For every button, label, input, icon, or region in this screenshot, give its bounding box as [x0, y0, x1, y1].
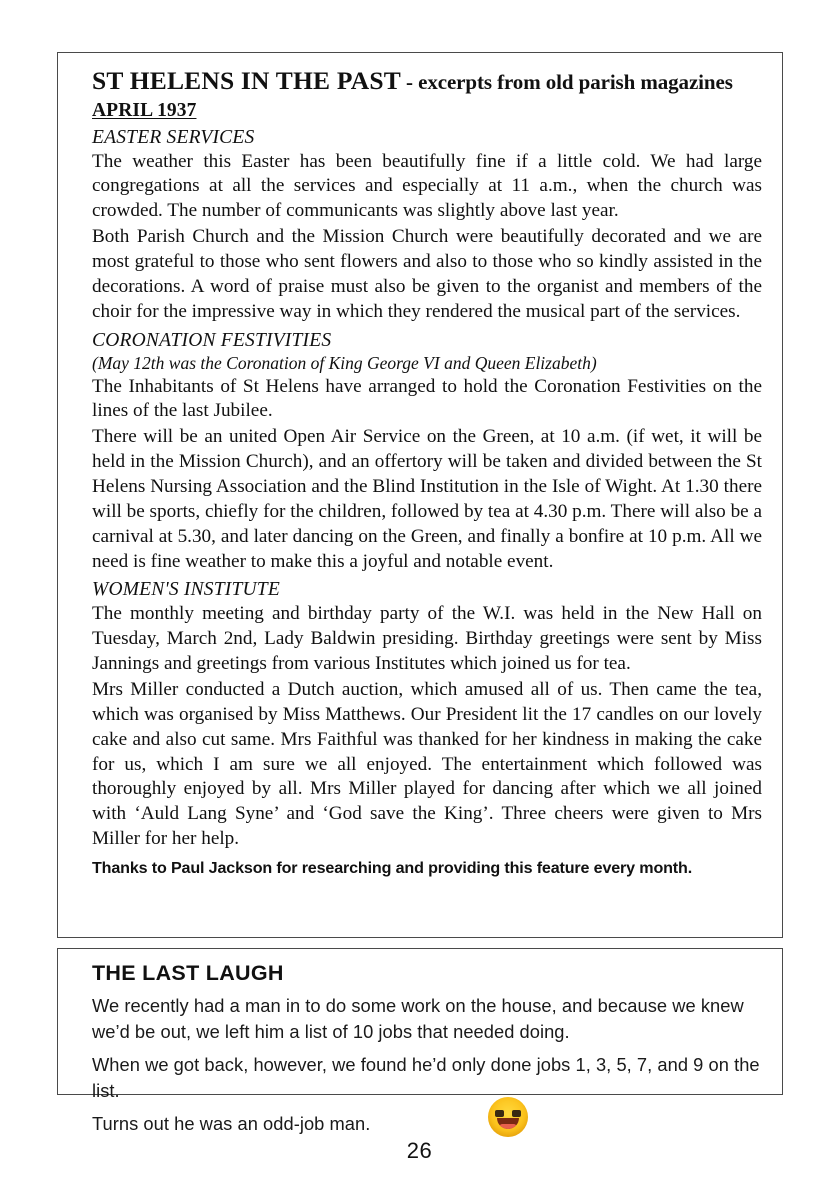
last-laugh-title: THE LAST LAUGH	[92, 961, 284, 985]
section-paragraph: Mrs Miller conducted a Dutch auction, which amused all of us. Then came the tea, which was organised by Miss Matthews. Our President lit the 17 candles on our lovely cake and also cut same. Mrs Faithful was thanked for her kindness in making the cake for us, which I am sure we all enjoyed. The entertainment which followed was thoroughly enjoyed by all. Mrs Miller played for dancing after which we all joined with ‘Auld Lang Syne’ and ‘God save the King’. Three cheers were given to Mrs Miller for her help.	[92, 679, 762, 850]
section-heading: EASTER SERVICES	[92, 126, 255, 148]
masthead-main-title: ST HELENS IN THE PAST	[92, 66, 401, 95]
article-box	[57, 52, 783, 938]
section-subheading: (May 12th was the Coronation of King George VI and Queen Elizabeth)	[92, 352, 597, 373]
page-number: 26	[406, 1138, 433, 1163]
last-laugh-paragraph: We recently had a man in to do some work on the house, and because we knew we’d be out, we left him a list of 10 jobs that needed doing.	[92, 995, 744, 1042]
article-section-coronation-festivities	[92, 330, 762, 575]
section-paragraph: Both Parish Church and the Mission Church were beautifully decorated and we are most grateful to those who sent flowers and also to those who so kindly assisted in the decorations. A word of praise must also be given to the organist and members of the choir for the impressive way in which they rendered the musical part of the services.	[92, 226, 762, 322]
masthead-subtitle: - excerpts from old parish magazines	[400, 70, 733, 94]
star-struck-face-icon	[488, 1097, 528, 1137]
section-heading: WOMEN'S INSTITUTE	[92, 579, 280, 601]
section-paragraph: The Inhabitants of St Helens have arranged to hold the Coronation Festivities on the lines of the last Jubilee.	[92, 375, 762, 422]
section-paragraph: The monthly meeting and birthday party of the W.I. was held in the New Hall on Tuesday, March 2nd, Lady Baldwin presiding. Birthday greetings were sent by Miss Jannings and greetings from various Institutes which joined us for tea.	[92, 603, 762, 675]
issue-date: APRIL 1937	[92, 99, 197, 121]
last-laugh-box	[57, 948, 783, 1134]
section-paragraph: There will be an united Open Air Service on the Green, at 10 a.m. (if wet, it will be held in the Mission Church), and an offertory will be taken and divided between the St Helens Nursing Association and the Blind Institution in the Isle of Wight. At 1.30 there will be sports, chiefly for the children, followed by tea at 4.30 p.m. There will also be a carnival at 5.30, and later dancing on the Green, and finally a bonfire at 10 p.m. All we need is fine weather to make this a joyful and notable event.	[92, 426, 762, 572]
page-title	[92, 67, 762, 96]
section-paragraph: The weather this Easter has been beautifully fine if a little cold. We had large congregations at all the services and especially at 11 a.m., when the church was crowded. The number of communicants was slightly above last year.	[92, 150, 762, 222]
last-laugh-punchline: Turns out he was an odd-job man.	[92, 1112, 371, 1134]
article-credit: Thanks to Paul Jackson for researching and providing this feature every month.	[92, 859, 693, 878]
section-heading: CORONATION FESTIVITIES	[92, 329, 332, 351]
article-section-womens-institute	[92, 579, 762, 852]
article-section-easter-services	[92, 127, 762, 325]
last-laugh-paragraph: When we got back, however, we found he’d only done jobs 1, 3, 5, 7, and 9 on the list.	[92, 1053, 760, 1101]
